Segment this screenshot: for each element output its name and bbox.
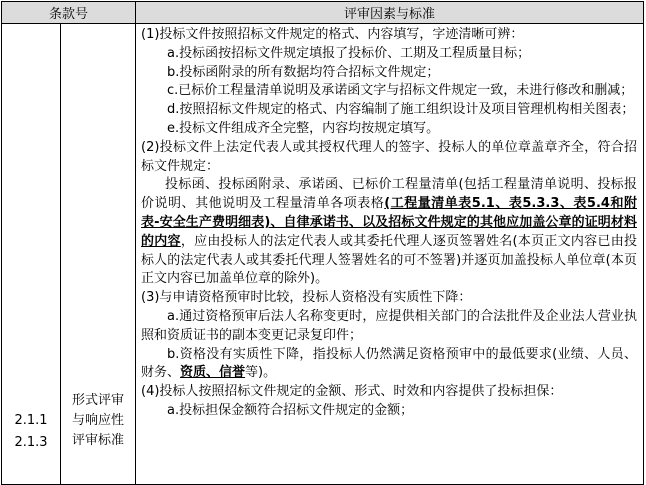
item-3a: a.通过资格预审后法人名称变更时，应提供相关部门的合法批件及企业法人营业执照和资质证书的副本变更记录复印件； bbox=[141, 308, 637, 343]
item-4: (4)投标人按照招标文件规定的金额、形式、时效和内容提供了投标担保： bbox=[141, 384, 563, 400]
factor-line-2: 与响应性 bbox=[72, 413, 125, 428]
clause-number-2: 2.1.3 bbox=[14, 435, 48, 450]
factor-line-3: 评审标准 bbox=[72, 433, 125, 448]
item-1e: e.投标文件组成齐全完整，内容均按规定填写。 bbox=[167, 120, 440, 136]
item-2: (2)投标文件上法定代表人或其授权代理人的签字、投标人的单位章盖章齐全，符合招标文件规定： bbox=[141, 139, 637, 174]
item-3b bbox=[141, 346, 637, 384]
header-clause: 条款号 bbox=[2, 2, 136, 24]
header-standard: 评审因素与标准 bbox=[136, 2, 644, 24]
item-2-text-post: ，应由投标人的法定代表人或其委托代理人逐页签署姓名(本页正文内容已由投标人的法定代表人或其委托代理人签署姓名的可不签署)并逐页加盖投标人单位章(本页正文内容已加盖单位章的除外)。 bbox=[141, 233, 637, 287]
table-row bbox=[2, 24, 644, 485]
item-1c: c.已标价工程量清单说明及承诺函文字与招标文件规定一致，未进行修改和删减； bbox=[167, 83, 634, 99]
item-2-text-bold: (工程量清单表5.1、表5.3.3、表5.4和附表-安全生产费明细表)、自律承诺书、以及招标文件规定的其他应加盖公章的证明材料的内容 bbox=[141, 196, 637, 249]
item-2-body bbox=[141, 176, 637, 289]
standard-cell bbox=[136, 24, 644, 485]
clause-number-cell bbox=[2, 24, 61, 485]
item-3b-text-pre: b.资格没有实质性下降，指投标人仍然满足资格预审中的最低要求(业绩、人员、财务、 bbox=[141, 346, 637, 381]
item-1b: b.投标函附录的所有数据均符合招标文件规定； bbox=[167, 64, 440, 80]
item-1a: a.投标函按招标文件规定填报了投标价、工期及工程质量目标； bbox=[167, 45, 531, 61]
clause-number-1: 2.1.1 bbox=[14, 413, 48, 428]
item-1d: d.按照招标文件规定的格式、内容编制了施工组织设计及项目管理机构相关图表； bbox=[167, 102, 635, 118]
factor-line-1: 形式评审 bbox=[72, 393, 125, 408]
item-1: (1)投标文件按照招标文件规定的格式、内容填写，字迹清晰可辨： bbox=[141, 27, 524, 42]
table-header-row bbox=[2, 2, 644, 24]
factor-cell bbox=[61, 24, 136, 485]
item-3b-text-post: 等)。 bbox=[245, 365, 277, 381]
item-4a: a.投标担保金额符合招标文件规定的金额； bbox=[167, 402, 414, 418]
item-2-text-pre: 投标函、投标函附录、承诺函、已标价工程量清单(包括工程量清单说明、投标报价说明、其他说明及工程量清单各项表格 bbox=[141, 177, 637, 212]
item-3: (3)与申请资格预审时比较，投标人资格没有实质性下降： bbox=[141, 290, 472, 306]
item-3b-text-underlined: 资质、信誉 bbox=[180, 365, 246, 381]
evaluation-table bbox=[1, 1, 644, 485]
